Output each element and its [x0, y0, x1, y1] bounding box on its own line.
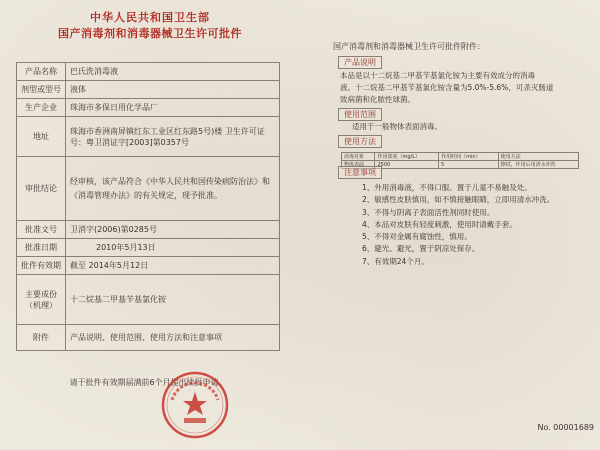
row-label: 批准日期: [17, 239, 66, 257]
section-product-description: 产品说明: [338, 56, 382, 69]
table-row: [17, 99, 280, 117]
row-value: 截至 2014年5月12日: [66, 257, 280, 275]
row-value: 产品说明、使用范围、使用方法和注意事项: [66, 325, 280, 351]
annex-title: 国产消毒剂和消毒器械卫生许可批件附件：: [333, 42, 485, 51]
table-row: [17, 81, 280, 99]
precaution-item: 4、本品对皮肤有轻度刺激，使用时请戴手套。: [362, 219, 517, 229]
usage-header-cell: 使用方法: [498, 153, 578, 161]
row-value: 十二烷基二甲基苄基氯化铵: [66, 275, 280, 325]
row-label: 生产企业: [17, 99, 66, 117]
row-label: 审批结论: [17, 157, 66, 221]
row-label: 主要成份（机理）: [17, 275, 66, 325]
table-row: [17, 275, 280, 325]
row-label: 剂型或型号: [17, 81, 66, 99]
table-row: [17, 117, 280, 157]
section-precautions: 注意事项: [338, 166, 382, 179]
renewal-notice: 请于批件有效期届满前6个月提出续批申请。: [69, 378, 227, 387]
document-title: 国产消毒剂和消毒器械卫生许可批件: [58, 27, 242, 40]
description-line: 致病菌和化脓性球菌。: [340, 95, 415, 104]
usage-cell: 5: [439, 161, 499, 169]
row-label: 批准文号: [17, 221, 66, 239]
row-value: 巴氏洗消毒液: [66, 63, 280, 81]
usage-cell: 2500: [375, 161, 439, 169]
row-label: 批件有效期: [17, 257, 66, 275]
precaution-item: 1、外用消毒液，不得口服。置于儿童不易触及处。: [362, 183, 532, 192]
row-label: 附件: [17, 325, 66, 351]
precaution-item: 7、有效期24个月。: [362, 256, 429, 266]
official-seal: [160, 370, 230, 440]
usage-cell: 物体表面: [342, 161, 375, 169]
table-row: [17, 257, 280, 275]
precaution-item: 3、不得与阴离子表面活性剂同时使用。: [362, 207, 495, 217]
row-label: 产品名称: [17, 63, 66, 81]
usage-header-cell: 消毒对象: [342, 153, 375, 161]
precaution-item: 5、不得对金属有腐蚀性，慎用。: [362, 232, 472, 242]
section-usage-scope: 使用范围: [338, 108, 382, 121]
description-line: 本品是以十二烷基二甲基苄基氯化铵为主要有效成分的消毒: [340, 71, 535, 80]
table-row: [17, 157, 280, 221]
precautions-list: [362, 182, 582, 268]
serial-number: No. 00001689: [537, 423, 594, 432]
usage-cell: 擦拭，作用后用清水冲洗: [498, 161, 578, 169]
row-value: 珠海市香洲南屏镇红东工业区红东路5号)楼 卫生许可证号：粤卫消证字[2003]第0357号: [66, 117, 280, 157]
table-row: [17, 221, 280, 239]
description-line: 液。十二烷基二甲基苄基氯化铵含量为5.0%-5.6%，可杀灭肠道: [340, 83, 554, 92]
row-value: 经审核，该产品符合《中华人民共和国传染病防治法》和《消毒管理办法》的有关规定，现予批准。: [66, 157, 280, 221]
usage-header-cell: 作用时间（min）: [439, 153, 499, 161]
row-value: 珠海市多保日用化学品厂: [66, 99, 280, 117]
table-row: [17, 63, 280, 81]
section-usage-method: 使用方法: [338, 135, 382, 148]
table-row: [342, 153, 579, 161]
row-label: 地址: [17, 117, 66, 157]
precaution-item: 2、敏感性皮肤慎用，如不慎接触眼睛，立即用清水冲洗。: [362, 195, 555, 205]
row-value: 液体: [66, 81, 280, 99]
usage-header-cell: 作用浓度（mg/L）: [375, 153, 439, 161]
row-value: 2010年5月13日: [66, 239, 280, 257]
row-value: 卫消字(2006)第0285号: [66, 221, 280, 239]
precaution-item: 6、避光、避光，置于阴凉处保存。: [362, 244, 480, 254]
usage-scope-text: 适用于一般物体表面消毒。: [352, 122, 442, 131]
issuer-title: 中华人民共和国卫生部: [90, 11, 210, 24]
table-row: [17, 239, 280, 257]
approval-table: [16, 62, 280, 351]
table-row: [17, 325, 280, 351]
